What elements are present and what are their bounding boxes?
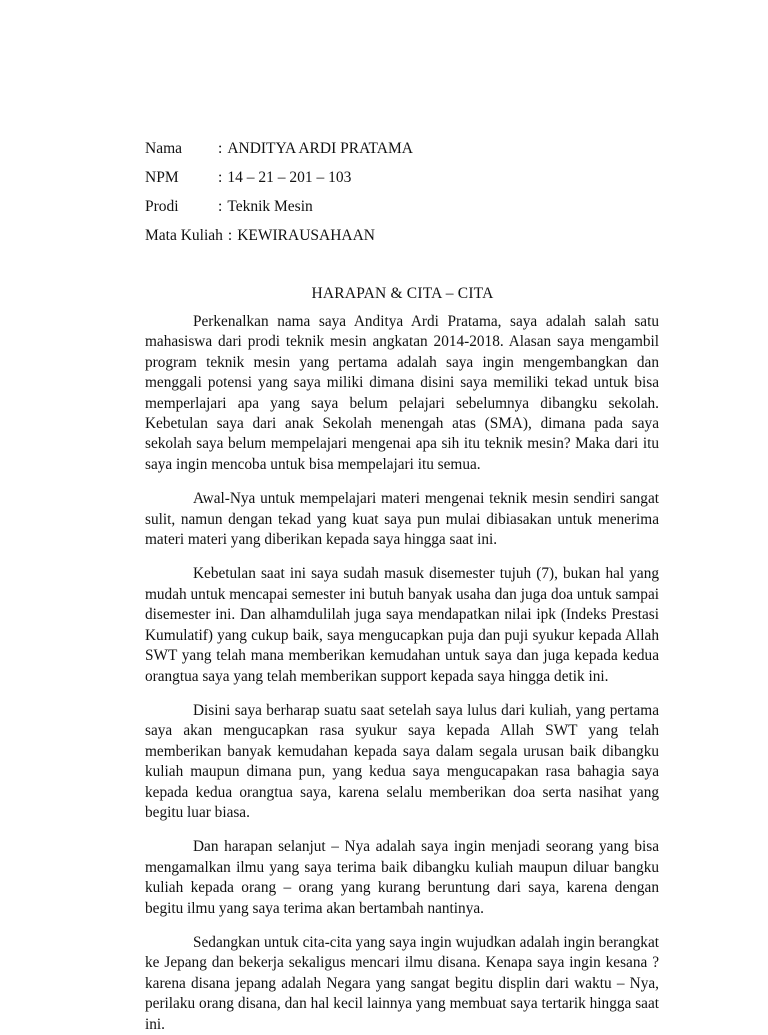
body-paragraph: Disini saya berharap suatu saat setelah saya lulus dari kuliah, yang pertama saya akan mengucapkan rasa syukur saya kepada Allah SWT yang telah memberikan banyak kemudahan kepada saya dalam segala urusan baik dibangku kuliah maupun dimana pun, yang kedua saya mengucapakan rasa bahagia saya kepada kedua orangtua saya, karena selalu memberikan doa serta nasihat yang begitu luar biasa. — [145, 701, 659, 821]
header-label-mata-kuliah: Mata Kuliah — [145, 227, 223, 244]
header-value-nama: ANDITYA ARDI PRATAMA — [227, 140, 413, 157]
body-paragraph: Dan harapan selanjut – Nya adalah saya ingin menjadi seorang yang bisa mengamalkan ilmu yang saya terima baik dibangku kuliah maupun diluar bangku kuliah kepada orang – orang yang kurang beruntung dari saya, karena dengan begitu ilmu yang saya terima akan bertambah nantinya. — [145, 838, 659, 917]
body-paragraph: Sedangkan untuk cita-cita yang saya ingin wujudkan adalah ingin berangkat ke Jepang dan bekerja sekaligus mencari ilmu disana. Kenapa saya ingin kesana ? karena disana jepang adalah Negara yang sangat begitu displin dari waktu – Nya, perilaku orang disana, dan hal kecil lainnya yang membuat saya tertarik hingga saat ini. — [145, 933, 659, 1033]
header-value-prodi: Teknik Mesin — [227, 198, 313, 215]
header-row-mata-kuliah — [145, 221, 660, 250]
body-paragraph: Perkenalkan nama saya Anditya Ardi Pratama, saya adalah salah satu mahasiswa dari prodi teknik mesin angkatan 2014-2018. Alasan saya mengambil program teknik mesin yang pertama adalah saya ingin mengembangkan dan menggali potensi yang saya miliki dimana disini saya memiliki tekad untuk bisa memperlajari apa yang saya belum pelajari sebelumnya dibangku sekolah. Kebetulan saya dari anak Sekolah menengah atas (SMA), dimana pada saya sekolah saya belum mempelajari mengenai apa sih itu teknik mesin? Maka dari itu saya ingin mencoba untuk bisa mempelajari itu semua. — [145, 313, 659, 473]
document-title: HARAPAN & CITA – CITA — [311, 285, 494, 302]
header-value-mata-kuliah: KEWIRAUSAHAAN — [237, 227, 376, 244]
header-separator-prodi: : — [218, 198, 223, 215]
document-body — [145, 312, 659, 1035]
body-paragraph: Awal-Nya untuk mempelajari materi mengenai teknik mesin sendiri sangat sulit, namun dengan tekad yang kuat saya pun mulai dibiasakan untuk menerima materi materi yang diberikan kepada saya hingga saat ini. — [145, 490, 659, 549]
identity-header — [145, 134, 660, 250]
header-label-prodi: Prodi — [145, 198, 179, 215]
header-label-nama: Nama — [145, 140, 183, 157]
header-separator-nama: : — [218, 140, 223, 157]
header-row-prodi — [145, 192, 660, 221]
header-row-npm — [145, 163, 660, 192]
header-separator-npm: : — [218, 169, 223, 186]
header-value-npm: 14 – 21 – 201 – 103 — [227, 169, 352, 186]
header-row-nama — [145, 134, 660, 163]
header-separator-mata-kuliah: : — [227, 227, 233, 244]
header-label-npm: NPM — [145, 169, 179, 186]
body-paragraph: Kebetulan saat ini saya sudah masuk disemester tujuh (7), bukan hal yang mudah untuk mencapai semester ini butuh banyak usaha dan juga doa untuk sampai disemester ini. Dan alhamdulilah juga saya mendapatkan nilai ipk (Indeks Prestasi Kumulatif) yang cukup baik, saya mengucapkan puja dan puji syukur kepada Allah SWT yang telah mana memberikan kemudahan untuk saya dan juga kepada kedua orangtua saya yang telah memberikan support kepada saya hingga detik ini. — [145, 565, 659, 685]
